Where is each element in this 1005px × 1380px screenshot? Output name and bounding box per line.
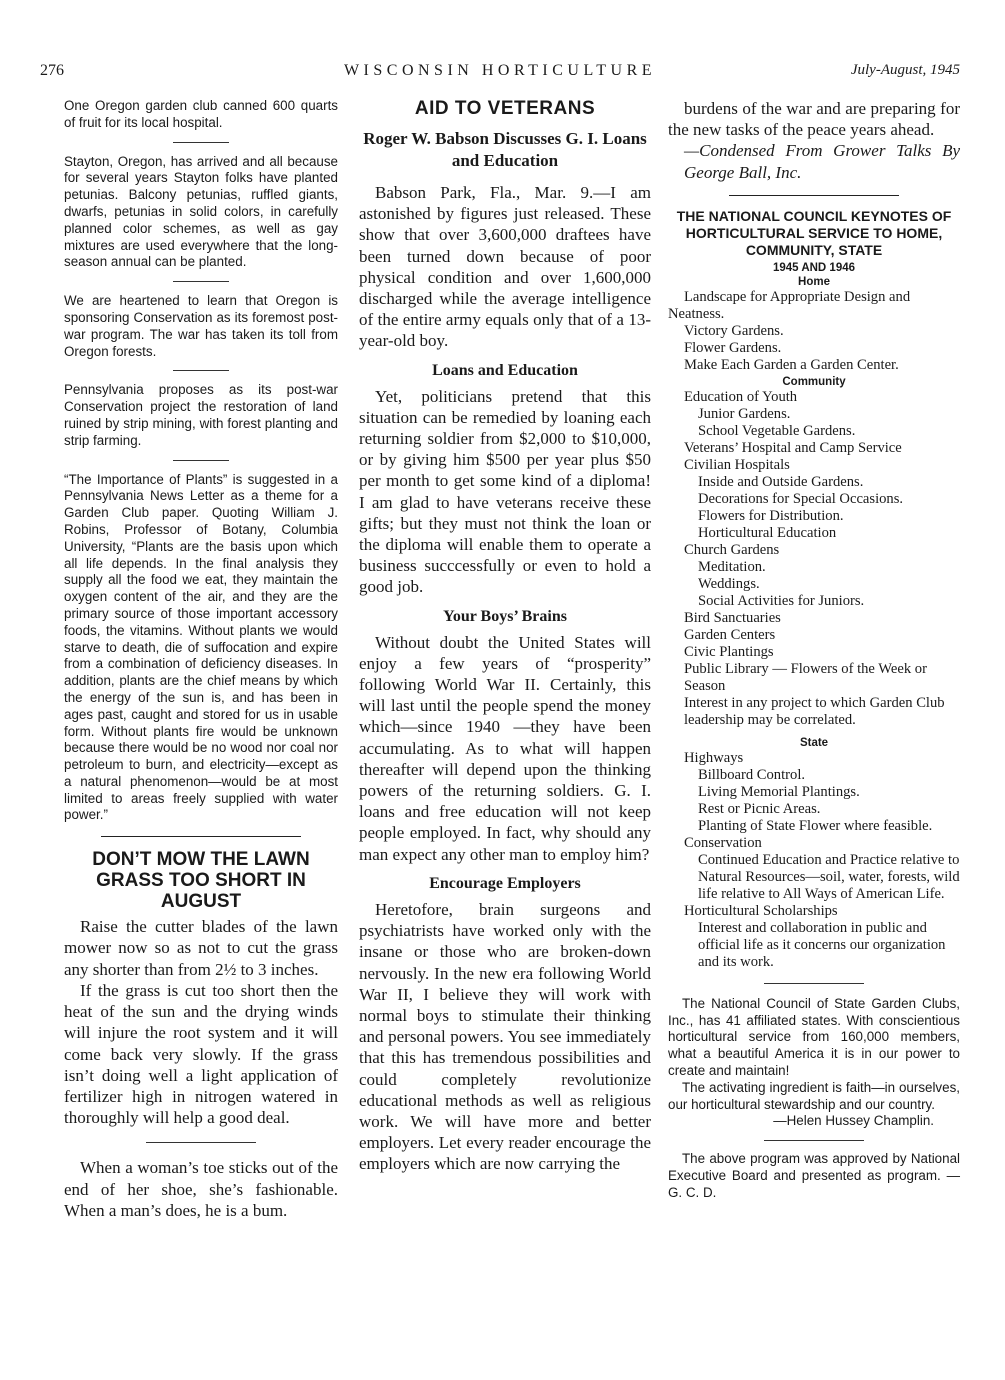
section-body [359, 632, 651, 865]
page-number: 276 [40, 62, 64, 79]
program-item: Victory Gardens. [684, 322, 784, 339]
community-list [668, 389, 960, 729]
news-item [64, 154, 338, 272]
program-note [668, 1151, 960, 1201]
program-item: Make Each Garden a Garden Center. [684, 356, 899, 373]
article-intro [359, 182, 651, 352]
divider [764, 983, 864, 984]
program-item: Flowers for Distribution. [698, 507, 844, 524]
closing-paragraph: The activating ingredient is faith—in ourselves, our horticultural stewardship and our country. [668, 1079, 960, 1112]
divider [173, 142, 229, 143]
news-item [64, 293, 338, 360]
program-item: School Vegetable Gardens. [698, 422, 856, 439]
divider [173, 370, 229, 371]
journal-title: WISCONSIN HORTICULTURE [343, 62, 657, 79]
issue-date: July-August, 1945 [850, 62, 960, 78]
program-item: Civic Plantings [684, 643, 774, 660]
section-title: Loans and Education [432, 361, 578, 379]
lawn-paragraph: Raise the cutter blades of the lawn mower now so as not to cut the grass any shorter than from 2½ to 3 inches. [64, 917, 338, 979]
council-headline: THE NATIONAL COUNCIL KEYNOTES OF HORTICULTURAL SERVICE TO HOME, COMMUNITY, STATE [676, 207, 952, 258]
lawn-article [64, 916, 338, 1128]
closing-paragraph: The National Council of State Garden Clubs, Inc., has 41 affiliated states. With conscientious horticultural service from 160,000 members, what a beautiful America it is in our power to create and maintain! [668, 995, 960, 1078]
section-title: Your Boys’ Brains [443, 607, 567, 625]
program-item: Public Library — Flowers of the Week or Season [684, 660, 927, 694]
program-item: Landscape for Appropriate Design and Neatness. [668, 288, 911, 322]
divider [173, 281, 229, 282]
divider [729, 195, 899, 196]
program-item: Meditation. [698, 558, 766, 575]
program-item: Conservation [684, 834, 762, 851]
news-item [64, 98, 338, 132]
news-item-text: One Oregon garden club canned 600 quarts of fruit for its local hospital. [64, 98, 338, 130]
state-label: State [799, 736, 829, 749]
program-item: Horticultural Scholarships [684, 902, 838, 919]
continuation [668, 98, 960, 140]
divider [173, 460, 229, 461]
signature: —Helen Hussey Champlin. [773, 1113, 934, 1129]
divider [146, 1142, 256, 1143]
program-item: Decorations for Special Occasions. [698, 490, 904, 507]
closing-text [668, 996, 960, 1130]
program-item: Garden Centers [684, 626, 776, 643]
program-item: Bird Sanctuaries [684, 609, 781, 626]
council-years: 1945 AND 1946 [772, 261, 856, 274]
joke-item [64, 1157, 338, 1221]
note-text: The above program was approved by National Executive Board and presented as program. — G. C. D. [668, 1151, 960, 1200]
page-header [40, 62, 960, 86]
lawn-paragraph: If the grass is cut too short then the heat of the sun and the drying winds will injure the root system and it will come back very slowly. If the grass isn’t doing well a light application of fertilizer high in nitrogen watered in thoroughly will help a good deal. [64, 980, 338, 1128]
state-list [668, 750, 960, 971]
program-item: Social Activities for Juniors. [698, 592, 865, 609]
section-text: Without doubt the United States will enjoy a few years of “prosperity” following World War II. Certainly, this will last until the people spend the money which—since 1940 —they have been accumulating. As to what will happen thereafter will depend upon the thinking powers of the returning soldiers. G. I. loans and free education will not keep people employed. In fact, why should any man expect any other man to employ him? [359, 632, 651, 864]
program-item: Inside and Outside Gardens. [698, 473, 864, 490]
program-item: Interest and collaboration in public and official life as it concerns our organization and its work. [698, 919, 946, 970]
program-item: Education of Youth [684, 388, 798, 405]
column-middle [359, 98, 651, 1175]
continuation-text: burdens of the war and are preparing for the new tasks of the peace years ahead. [668, 99, 960, 140]
community-label: Community [782, 375, 846, 388]
section-title: Encourage Employers [429, 874, 581, 892]
program-item: Veterans’ Hospital and Camp Service [684, 439, 902, 456]
program-item: Rest or Picnic Areas. [698, 800, 821, 817]
program-item: Church Gardens [684, 541, 780, 558]
section-body [359, 899, 651, 1175]
lawn-headline: DON’T MOW THE LAWN GRASS TOO SHORT IN AUGUST [92, 849, 310, 913]
news-item-text: Stayton, Oregon, has arrived and all because for several years Stayton folks have planted petunias. Balcony petunias, ruffled giants, dwarfs, petunias in solid colors, in carefully planned color schemes, as well as gay mixtures are used everywhere that the long-season annual can be planted. [64, 153, 338, 270]
section-body [359, 386, 651, 598]
news-item [64, 472, 338, 825]
program-item: Horticultural Education [698, 524, 837, 541]
section-text: Yet, politicians pretend that this situation can be remedied by loaning each returning soldier from $2,000 to $10,000, or by giving him $500 per year plus $50 per month to get some kind of a diploma! I am glad to have veterans receive these gifts; but they must not think the loan or the diploma will enable them to operate a business succcessfully or even to hold a good job. [359, 386, 651, 597]
news-item-text: We are heartened to learn that Oregon is sponsoring Conservation as its foremost post-war program. The war has taken its toll from Oregon forests. [64, 293, 338, 359]
intro-paragraph: Babson Park, Fla., Mar. 9.—I am astonished by figures just released. These show that over 3,600,000 draftees have been turned down because of poor physical condition and over 1,600,000 discharged while the average intelligence of the entire army equals only that of a 13-year-old boy. [359, 183, 651, 351]
home-list [668, 289, 960, 374]
article-headline: AID TO VETERANS [414, 98, 596, 119]
joke-text: When a woman’s toe sticks out of the end of her shoe, she’s fashionable. When a man’s does, he is a bum. [64, 1158, 338, 1220]
section-text: Heretofore, brain surgeons and psychiatrists have worked only with the insane or those who are broken-down nervously. In the new era following World War II, I believe they will work with normal boys to stimulate their thinking and personal powers. You see immediately that this has tremendous possibilities and could completely revolutionize educational methods as well as religious work. We will have more and better employers. Let every reader encourage the employers which are now carrying the [359, 899, 651, 1174]
program-item: Planting of State Flower where feasible. [698, 817, 933, 834]
news-item-text: “The Importance of Plants” is suggested in a Pennsylvania News Letter as a theme for a Garden Club paper. Quoting William J. Robins, Professor of Botany, Columbia University, “Plants are the basis upon which all life depends. In the final analysis they supply all the food we eat, they maintain the oxygen content of the air, and they are the primary source of those important accessory foods, the vitamins. Without plants we would starve to death, die of suffocation and expire from a combination of deficiency diseases. In addition, plants are the chief means by which the energy of the sun is, and has been in ages past, caught and stored for us in usable form. Without plants fire would be unknown because there would be no wood nor coal nor petroleum to burn, and electricity—except as a natural phenomenon—would be at most limited to areas freely supplied with water power.” [64, 471, 338, 823]
divider [764, 1140, 864, 1141]
program-item: Civilian Hospitals [684, 456, 790, 473]
news-item [64, 382, 338, 449]
news-item-text: Pennsylvania proposes as its post-war Conservation project the restoration of land ruined by strip mining, with forest planting and strip farming. [64, 382, 338, 448]
program-item: Highways [684, 749, 744, 766]
program-item: Living Memorial Plantings. [698, 783, 860, 800]
home-label: Home [798, 275, 830, 288]
article-subhead: Roger W. Babson Discusses G. I. Loans and Education [363, 129, 647, 170]
program-item: Weddings. [698, 575, 760, 592]
program-item: Billboard Control. [698, 766, 806, 783]
column-right [668, 98, 960, 1202]
program-item: Junior Gardens. [698, 405, 791, 422]
program-item: Interest in any project to which Garden Club leadership may be correlated. [684, 694, 945, 728]
credit-line: —Condensed From Grower Talks By George Ball, Inc. [684, 141, 960, 182]
program-item: Flower Gardens. [684, 339, 782, 356]
column-left [64, 98, 338, 1221]
program-item: Continued Education and Practice relative to Natural Resources—soil, water, forests, wild life relative to All Ways of American Life. [698, 851, 960, 902]
divider [101, 836, 301, 837]
